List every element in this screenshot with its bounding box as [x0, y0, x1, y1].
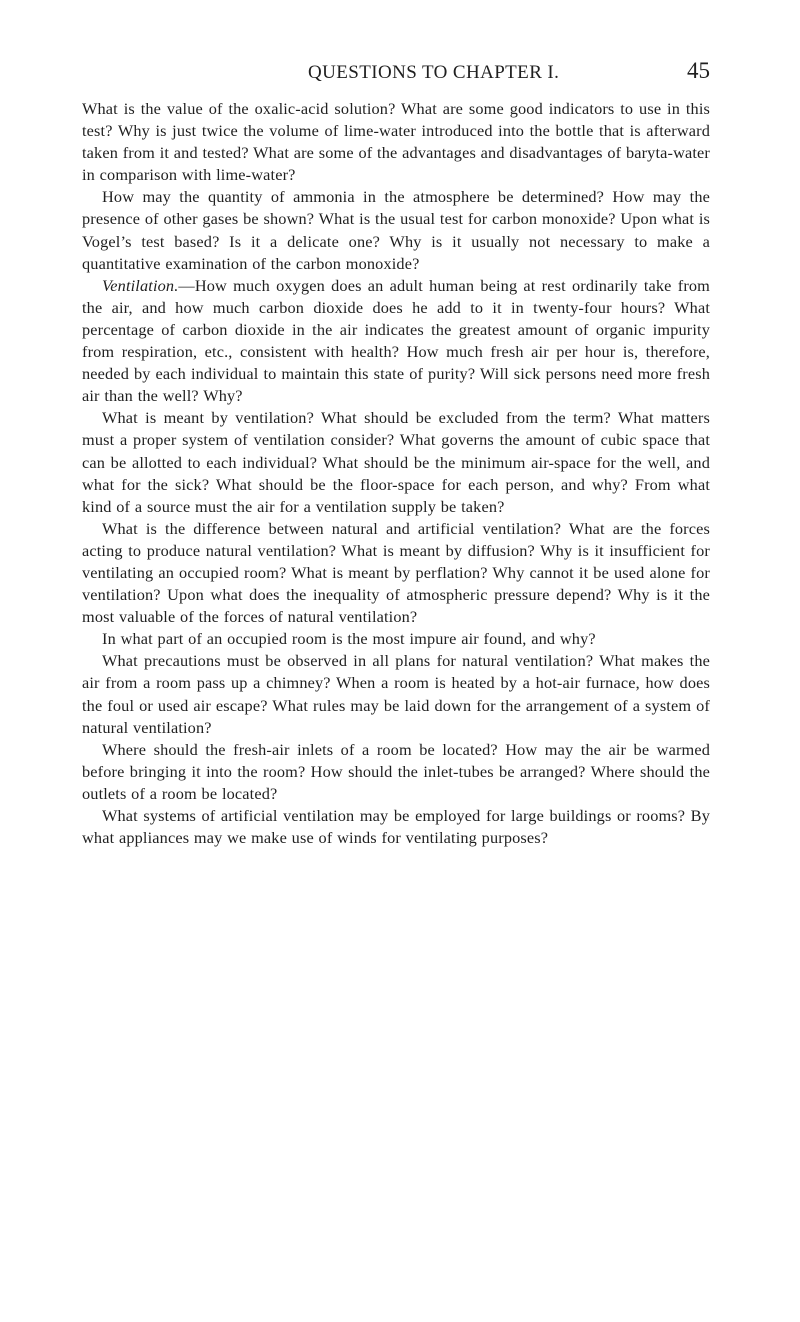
chapter-heading: QUESTIONS TO CHAPTER I. [308, 62, 560, 83]
paragraph-impure-air [82, 628, 710, 650]
page-number: 45 [687, 58, 710, 83]
paragraph-artificial-systems [82, 805, 710, 849]
paragraph-oxalic-acid [82, 98, 710, 186]
running-head [82, 58, 710, 88]
paragraph-natural-artificial [82, 518, 710, 628]
paragraph-inlets [82, 739, 710, 805]
paragraph-text: How may the quantity of ammonia in the atmosphere be determined? How may the presence of other gases be shown? What is the usual test for carbon monoxide? Upon what is Vogel’s test based? Is it a delicate one? Why is it usually not necessary to make a quantitative examination of the carbon monoxide? [82, 187, 710, 273]
paragraph-text: Where should the fresh-air inlets of a room be located? How may the air be warmed before bringing it into the room? How should the inlet-tubes be arranged? Where should the outlets of a room be located? [82, 739, 710, 803]
paragraph-ammonia [82, 186, 710, 274]
paragraph-precautions [82, 650, 710, 738]
paragraph-text: What is the value of the oxalic-acid solution? What are some good indicators to use in this test? Why is just twice the volume of lime-water introduced into the bottle that is afterward taken from it and tested? What are some of the advantages and disadvantages of baryta-water in comparison with lime-water? [82, 99, 710, 185]
book-page [82, 58, 710, 849]
paragraph-text: —How much oxygen does an adult human being at rest ordinarily take from the air, and how much carbon dioxide does he add to it in twenty-four hours? What percentage of carbon dioxide in the air indicates the greatest amount of organic impurity from respiration, etc., consistent with health? How much fresh air per hour is, therefore, needed by each individual to maintain this state of purity? Will sick persons need more fresh air than the well? Why? [82, 275, 710, 406]
paragraph-text: What is meant by ventilation? What should be excluded from the term? What matters must a proper system of ventilation consider? What governs the amount of cubic space that can be allotted to each individual? What should be the minimum air-space for the well, and what for the sick? What should be the floor-space for each person, and why? From what kind of a source must the air for a ventilation supply be taken? [82, 408, 710, 516]
paragraph-ventilation-intro [82, 275, 710, 408]
section-lead-ventilation: Ventilation. [102, 275, 179, 295]
paragraph-text: What is the difference between natural and artificial ventilation? What are the forces acting to produce natural ventilation? What is meant by diffusion? Why is it insufficient for ventilating an occupied room? What is meant by perflation? Why cannot it be used alone for ventilation? Upon what does the inequality of atmospheric pressure depend? Why is it the most valuable of the forces of natural ventilation? [82, 518, 710, 627]
paragraph-text: In what part of an occupied room is the most impure air found, and why? [102, 629, 596, 649]
questions-text [82, 98, 710, 849]
paragraph-text: What precautions must be observed in all plans for natural ventilation? What makes the air from a room pass up a chimney? When a room is heated by a hot-air furnace, how does the foul or used air escape? What rules may be laid down for the arrangement of a system of natural ventilation? [82, 651, 710, 737]
paragraph-ventilation-meaning [82, 407, 710, 517]
paragraph-text: What systems of artificial ventilation may be employed for large buildings or rooms? By what appliances may we make use of winds for ventilating purposes? [82, 806, 710, 848]
